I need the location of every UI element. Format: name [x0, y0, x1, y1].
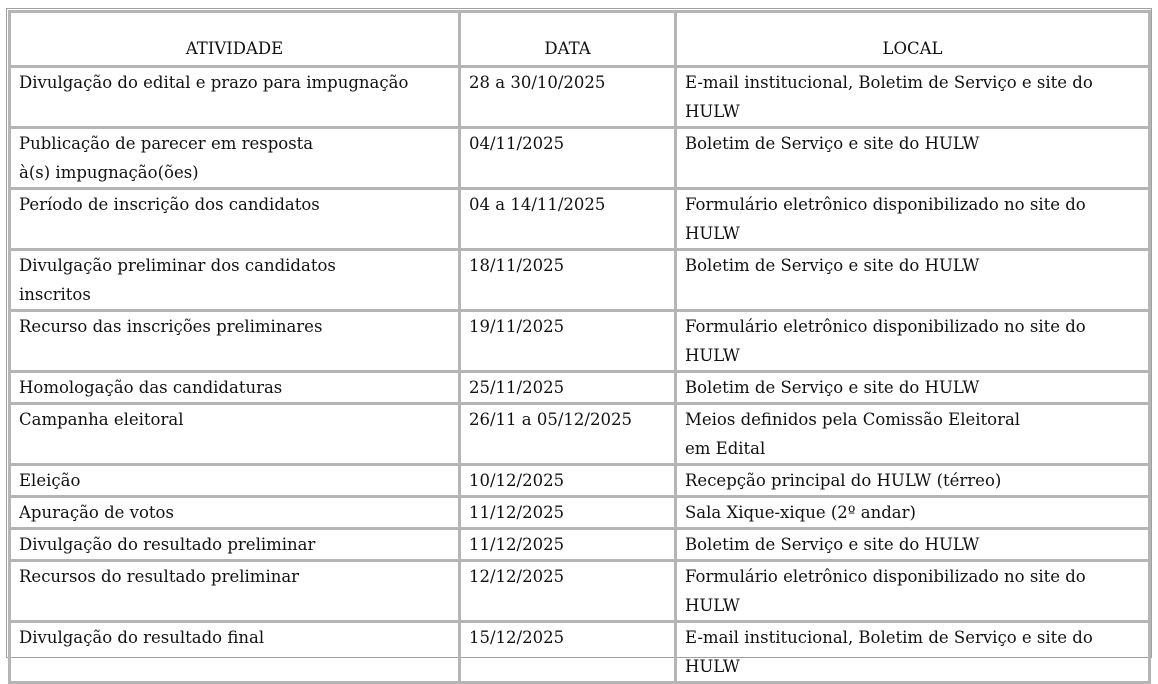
cell-atividade: Apuração de votos — [8, 498, 461, 530]
cell-local: Boletim de Serviço e site do HULW — [677, 530, 1151, 562]
cell-local: Formulário eletrônico disponibilizado no site do HULW — [677, 312, 1151, 373]
table-row — [8, 312, 1151, 373]
cell-local: E-mail institucional, Boletim de Serviço e site do HULW — [677, 623, 1151, 684]
header-row — [8, 10, 1151, 68]
cell-data: 19/11/2025 — [461, 312, 677, 373]
table-row — [8, 190, 1151, 251]
table-row — [8, 530, 1151, 562]
header-atividade: ATIVIDADE — [8, 10, 461, 68]
cell-atividade: Período de inscrição dos candidatos — [8, 190, 461, 251]
cell-local: E-mail institucional, Boletim de Serviço e site do HULW — [677, 68, 1151, 129]
header-local: LOCAL — [677, 10, 1151, 68]
cell-local: Recepção principal do HULW (térreo) — [677, 466, 1151, 498]
cell-local: Boletim de Serviço e site do HULW — [677, 251, 1151, 312]
cell-local: Formulário eletrônico disponibilizado no site do HULW — [677, 190, 1151, 251]
cell-data: 04 a 14/11/2025 — [461, 190, 677, 251]
cell-atividade: Campanha eleitoral — [8, 405, 461, 466]
cell-atividade: Divulgação do edital e prazo para impugnação — [8, 68, 461, 129]
table-row — [8, 68, 1151, 129]
table-row — [8, 373, 1151, 405]
cell-data: 11/12/2025 — [461, 498, 677, 530]
cell-data: 12/12/2025 — [461, 562, 677, 623]
table-row — [8, 562, 1151, 623]
cell-data: 25/11/2025 — [461, 373, 677, 405]
table-row — [8, 498, 1151, 530]
cell-atividade: Divulgação do resultado final — [8, 623, 461, 684]
cell-atividade: Recursos do resultado preliminar — [8, 562, 461, 623]
table-row — [8, 405, 1151, 466]
cell-atividade: Divulgação do resultado preliminar — [8, 530, 461, 562]
cell-data: 15/12/2025 — [461, 623, 677, 684]
schedule-table — [8, 10, 1151, 684]
header-data: DATA — [461, 10, 677, 68]
cell-atividade: Eleição — [8, 466, 461, 498]
cell-local: Formulário eletrônico disponibilizado no site do HULW — [677, 562, 1151, 623]
cell-data: 28 a 30/10/2025 — [461, 68, 677, 129]
cell-local: Sala Xique-xique (2º andar) — [677, 498, 1151, 530]
cell-data: 10/12/2025 — [461, 466, 677, 498]
cell-data: 26/11 a 05/12/2025 — [461, 405, 677, 466]
table-row — [8, 623, 1151, 684]
cell-local: Meios definidos pela Comissão Eleitoral em Edital — [677, 405, 1151, 466]
cell-data: 04/11/2025 — [461, 129, 677, 190]
cell-local: Boletim de Serviço e site do HULW — [677, 129, 1151, 190]
cell-local: Boletim de Serviço e site do HULW — [677, 373, 1151, 405]
cell-atividade: Divulgação preliminar dos candidatos inscritos — [8, 251, 461, 312]
table-row — [8, 129, 1151, 190]
cell-atividade: Homologação das candidaturas — [8, 373, 461, 405]
cell-atividade: Recurso das inscrições preliminares — [8, 312, 461, 373]
cell-data: 18/11/2025 — [461, 251, 677, 312]
table-row — [8, 251, 1151, 312]
cell-atividade: Publicação de parecer em resposta à(s) impugnação(ões) — [8, 129, 461, 190]
cell-data: 11/12/2025 — [461, 530, 677, 562]
table-row — [8, 466, 1151, 498]
